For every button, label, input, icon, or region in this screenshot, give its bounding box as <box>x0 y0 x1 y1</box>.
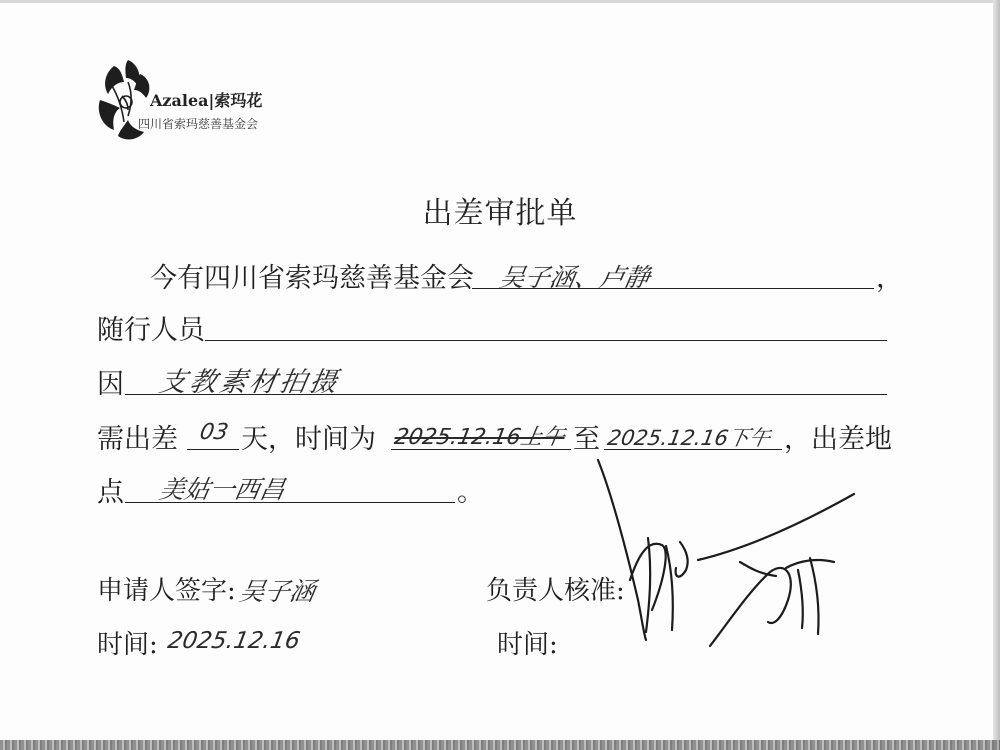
days-value: 03 <box>197 420 231 445</box>
end-time-value: 2025.12.16下午 <box>605 426 773 450</box>
line5-suffix: 。 <box>457 477 484 508</box>
applicant-signature: 吴子涵 <box>237 577 318 606</box>
logo-subtitle: 四川省索玛慈善基金会 <box>138 117 259 131</box>
line4-mid2: 至 <box>573 424 600 455</box>
days-field-underline <box>187 449 239 450</box>
scan-edge-top <box>0 0 1000 3</box>
approver-label: 负责人核准: <box>486 576 625 606</box>
line1-prefix: 今有四川省索玛慈善基金会 <box>150 263 474 294</box>
time-label-left: 时间: <box>97 630 158 660</box>
applicant-date: 2025.12.16 <box>165 628 302 654</box>
scan-edge-right <box>993 0 1000 750</box>
logo-name: Azalea|索玛花 <box>150 91 263 110</box>
reason-value: 支教素材拍摄 <box>156 367 343 398</box>
start-time-value: 2025.12.16上午 <box>392 425 567 450</box>
approver-signature <box>590 450 870 660</box>
form-title: 出差审批单 <box>422 196 578 231</box>
line4-mid1: 天，时间为 <box>241 424 376 455</box>
companions-field-underline <box>205 340 887 341</box>
traveler-names: 吴子涵、卢静 <box>497 263 653 292</box>
time-label-right: 时间: <box>497 630 558 660</box>
place-label-tail: 点 <box>97 477 124 508</box>
reason-label: 因 <box>97 369 124 400</box>
line4-suffix: ，出差地 <box>784 424 892 455</box>
line1-suffix: ， <box>876 263 903 294</box>
line4-prefix: 需出差 <box>97 424 178 455</box>
scan-edge-bottom <box>0 740 1000 750</box>
companions-label: 随行人员 <box>97 315 205 346</box>
applicant-label: 申请人签字: <box>97 576 236 606</box>
place-value: 美姑一西昌 <box>157 475 288 504</box>
